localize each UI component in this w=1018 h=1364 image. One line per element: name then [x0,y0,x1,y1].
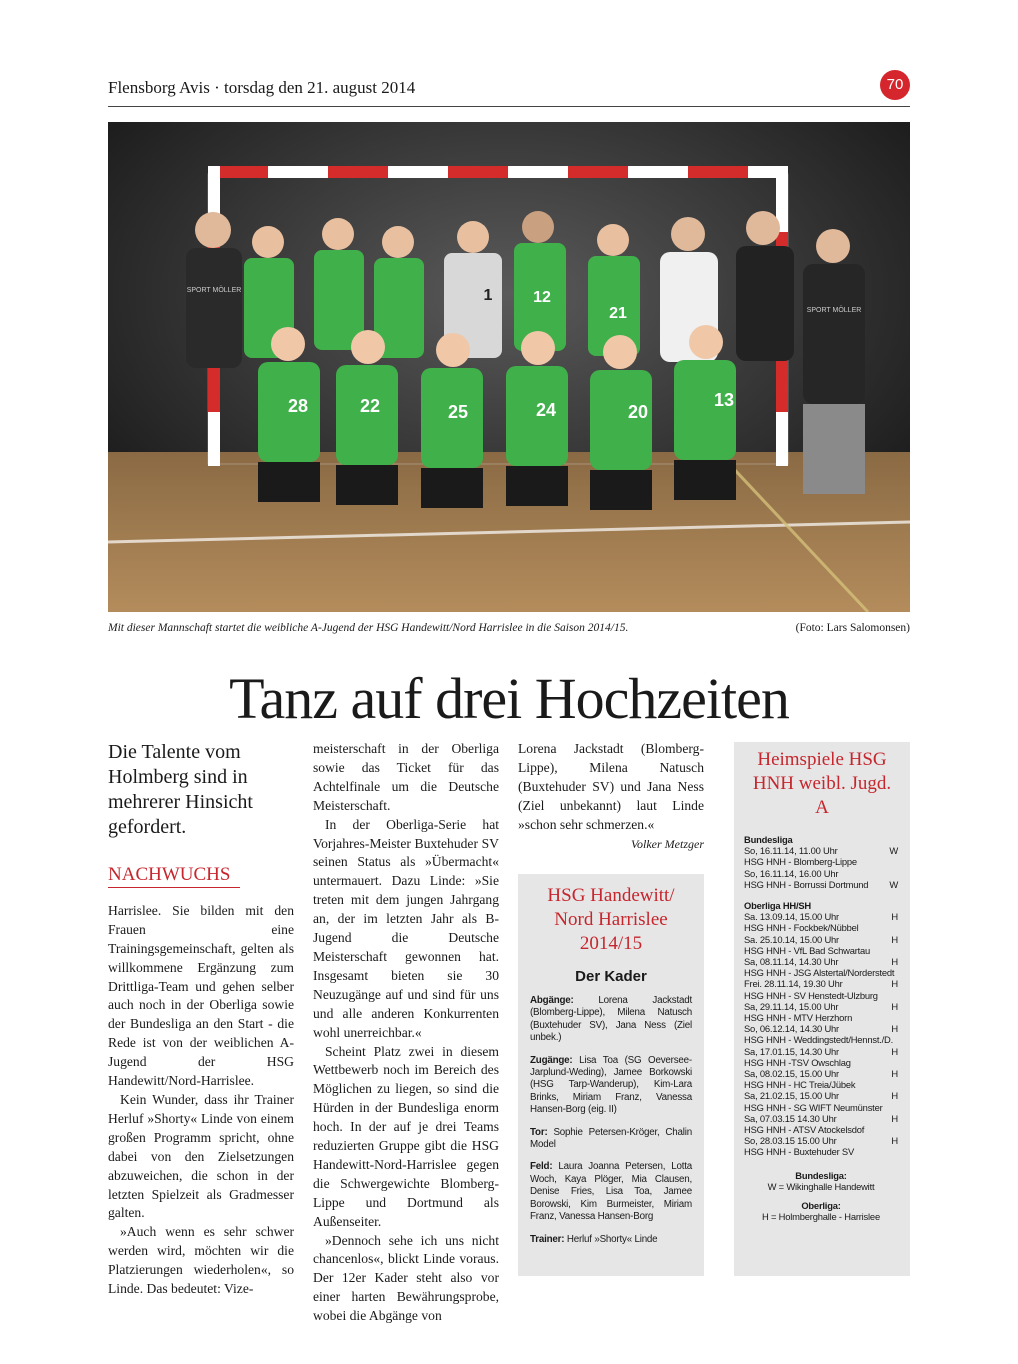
schedule-row-text: Sa, 17.01.15, 14.30 Uhr [744,1045,839,1057]
schedule-row-text: HSG HNH - SG WIFT Neumünster [744,1101,883,1113]
article-column-3 [518,740,704,853]
schedule-row [744,1102,898,1113]
schedule-row-venue: W [889,878,898,890]
team-photo [108,122,910,612]
schedule-row-venue: H [891,1135,898,1147]
schedule-section-oberliga: Oberliga HH/SH [744,900,812,912]
schedule-row [744,978,898,989]
schedule-row-text: So, 16.11.14, 16.00 Uhr [744,867,839,879]
schedule-row-venue: H [891,1023,898,1035]
staff-shirt-left: SPORT MÖLLER [186,287,242,294]
article-column-2 [313,740,499,1326]
article-paragraph-3: »Auch wenn es sehr schwer werden wird, möchten wir die Platzierungen wiederholen«, so Linde. Das bedeutet: Vize- [108,1224,294,1297]
article-deck: Die Talente vom Holmberg sind in mehrerer Hinsicht gefordert. [108,741,253,838]
schedule-row-venue: H [891,911,898,923]
kader-item-departures: Abgänge: Lorena Jackstadt (Blomberg-Lippe), Milena Natusch (Buxtehuder SV), Jana Ness (Ziel unbek.) [530,995,692,1044]
schedule-row-venue: H [891,1090,898,1102]
schedule-row-venue: H [891,1068,898,1080]
caption-text: Mit dieser Mannschaft startet die weibliche A-Jugend der HSG Handewitt/Nord Harrislee in die Saison 2014/15. [108,622,629,634]
shirt-number-back-3: 21 [609,305,627,322]
kader-item-arrivals: Zugänge: Lisa Toa (SG Oeversee-Jarplund-Weding), Jamee Borkowski (HSG Tarp-Wanderup), Kim-Lara Brinks, Miriam Franz, Vanessa Hansen-Borg (eig. II) [530,1054,692,1116]
schedule-row-venue: H [891,956,898,968]
schedule-row [744,1146,898,1157]
schedule-row [744,956,898,967]
schedule-row-text: So, 28.03.15 15.00 Uhr [744,1135,837,1147]
schedule-row-venue: H [891,933,898,945]
schedule-row-text: Sa, 08.02.15, 15.00 Uhr [744,1068,839,1080]
schedule-row [744,1124,898,1135]
schedule-row [744,945,898,956]
schedule-row [744,922,898,933]
article-author: Volker Metzger [631,836,704,851]
schedule-row [744,1079,898,1090]
kader-list [518,995,704,1246]
article-paragraph-2: Kein Wunder, dass ihr Trainer Herluf »Shorty« Linde von einem großen Programm spricht, ohne dabei von den Zielsetzungen abzuweichen, die schon in der letzten Spielzeit als Gradmesser galten. [108,1091,294,1221]
schedule-section-bundesliga: Bundesliga [744,834,793,845]
schedule-row [744,868,898,879]
shirt-number-front-4: 24 [535,400,557,420]
schedule-row-text: HSG HNH - Borrussi Dortmund [744,878,869,890]
kader-box [518,874,704,1276]
schedule-row-venue: W [889,845,898,857]
article-paragraph-5: In der Oberliga-Serie hat Vorjahres-Meister Buxtehuder SV seinen Status als »Übermacht« untermauert. Dazu Linde: »Sie treten mit dem jungen Jahrgang an, der im letzten Jahr als B-Jugend die Deutsche Meisterschaft gewonnen hat. Insgesamt bieten sie 30 Neuzugänge auf und sind für uns und alle anderen Konkurrenten wohl unerreichbar.« [313,816,499,1040]
schedule-row-venue: H [891,1000,898,1012]
schedule-row-text: Frei. 28.11.14, 19.30 Uhr [744,978,843,990]
schedule-row-text: HSG HNH - JSG Alstertal/Norderstedt [744,967,895,979]
schedule-legend-oberliga: Oberliga: H = Holmberghalle - Harrislee [762,1200,880,1223]
shirt-number-front-5: 20 [627,402,649,422]
schedule-row-text: So, 06.12.14, 14.30 Uhr [744,1023,839,1035]
schedule-row-text: HSG HNH -TSV Owschlag [744,1056,851,1068]
schedule-row [744,967,898,978]
article-paragraph-4: meisterschaft in der Oberliga sowie das Ticket für das Achtelfinale um die Deutsche Meisterschaft. [313,741,499,813]
schedule-row-venue: H [891,1112,898,1124]
schedule-row [744,1046,898,1057]
kader-item-goalkeepers: Tor: Sophie Petersen-Kröger, Chalin Model [530,1126,692,1151]
schedule-row [744,856,898,867]
schedule-row-text: HSG HNH - VfL Bad Schwartau [744,944,871,956]
article-column-1 [108,740,294,1299]
shirt-number-front-3: 25 [447,402,469,422]
kader-item-field-players: Feld: Laura Joanna Petersen, Lotta Woch, Kaya Plöger, Mia Clausen, Denise Fries, Lisa Toa, Jamee Borowski, Kim Burmeister, Miriam Franz, Vanessa Hansen-Borg [530,1161,692,1223]
schedule-row-text: Sa, 07.03.15 14.30 Uhr [744,1112,837,1124]
schedule-row-text: HSG HNH - ATSV Atockelsdof [744,1124,865,1136]
masthead [108,78,910,107]
schedule-row [744,1001,898,1012]
page-number-badge: 70 [880,70,910,100]
schedule-row [744,990,898,1001]
schedule-row-text: HSG HNH - Fockbek/Nübbel [744,922,859,934]
section-kicker: NACHWUCHS [108,866,240,888]
schedule-row-text: HSG HNH - HC Treia/Jübek [744,1079,856,1091]
article-paragraph-7: »Dennoch sehe ich uns nicht chancenlos«, blickt Linde voraus. Der 12er Kader steht also vor einer harten Bewährungsprobe, wobei die Abgänge von [313,1232,499,1324]
schedule-row [744,1012,898,1023]
schedule-row [744,1090,898,1101]
masthead-text: Flensborg Avis · torsdag den 21. august 2014 [108,78,416,97]
schedule-row [744,934,898,945]
article-paragraph-8: Lorena Jackstadt (Blomberg-Lippe), Milena Natusch (Buxtehuder SV) und Jana Ness (Ziel unbekannt) laut Linde »schon sehr schmerzen.« [518,741,704,832]
schedule-row-text: Sa, 08.11.14, 14.30 Uhr [744,956,839,968]
schedule-row [744,1113,898,1124]
schedule-row-text: HSG HNH - Buxtehuder SV [744,1146,855,1158]
shirt-number-front-2: 22 [359,396,381,416]
schedule-row-venue: H [891,978,898,990]
staff-shirt-right: SPORT MÖLLER [806,307,862,314]
schedule-row [744,1034,898,1045]
kader-item-coach: Trainer: Herluf »Shorty« Linde [530,1233,658,1245]
schedule-row [744,845,898,856]
schedule-row [744,1068,898,1079]
schedule-row [744,1135,898,1146]
photo-credit: (Foto: Lars Salomonsen) [795,622,910,634]
shirt-number-back-2: 12 [533,289,551,306]
shirt-number-front-6: 13 [713,390,735,410]
schedule-row-text: Sa. 25.10.14, 15.00 Uhr [744,933,839,945]
schedule-row-text: HSG HNH - SV Henstedt-Ulzburg [744,989,878,1001]
schedule-box [734,742,910,1276]
photo-caption [108,622,910,634]
schedule-box-title: Heimspiele HSG HNH weibl. Jugd. A [752,749,892,818]
schedule-row [744,879,898,890]
article-paragraph-6: Scheint Platz zwei in diesem Wettbewerb noch im Bereich des Möglichen zu liegen, so sind die Hürden in der Bundesliga enorm hoch. In der auf je drei Teams reduzierten Gruppe gibt die HSG Handewitt-Nord-Harrislee gegen die Schwergewichte Blomberg-Lippe und Dortmund als Außenseiter. [313,1043,499,1229]
shirt-number-front-1: 28 [287,396,309,416]
kader-box-title: HSG Handewitt/ Nord Harrislee 2014/15 [547,885,675,954]
schedule-legend-bundesliga: Bundesliga: W = Wikinghalle Handewitt [767,1169,875,1192]
schedule-list [734,834,910,1223]
shirt-number-back-1: 1 [483,287,493,304]
team-photo-illustration [108,122,910,612]
schedule-row [744,911,898,922]
kader-box-subtitle: Der Kader [575,968,647,985]
schedule-row [744,1023,898,1034]
schedule-row-text: Sa, 29.11.14, 15.00 Uhr [744,1000,839,1012]
article-paragraph-1: Harrislee. Sie bilden mit den Frauen eine Trainingsgemeinschaft, gelten als willkommene Ergänzung zum Drittliga-Team und gehen selber auch noch in der Oberliga sowie der Bundesliga an den Start - die Rede ist von der weiblichen A-Jugend der HSG Handewitt/Nord-Harrislee. [108,902,294,1089]
schedule-row-text: So, 16.11.14, 11.00 Uhr [744,845,838,857]
headline: Tanz auf drei Hochzeiten [229,666,789,731]
schedule-row-text: HSG HNH - Blomberg-Lippe [744,856,857,868]
schedule-row-venue: H [891,1045,898,1057]
schedule-row-text: Sa, 21.02.15, 15.00 Uhr [744,1090,839,1102]
schedule-row [744,1057,898,1068]
schedule-row-text: Sa. 13.09.14, 15.00 Uhr [744,911,839,923]
schedule-row-text: HSG HNH - Weddingstedt/Hennst./D. [744,1034,894,1046]
schedule-row-text: HSG HNH - MTV Herzhorn [744,1012,853,1024]
